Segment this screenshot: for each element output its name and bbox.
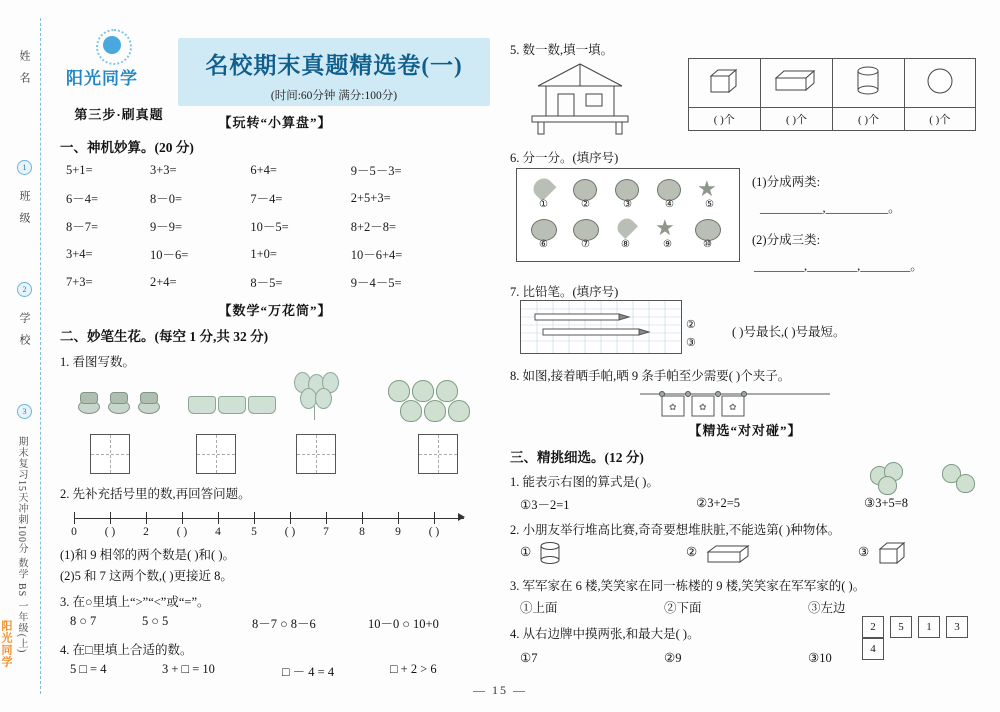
option-item[interactable]: ③左边 — [808, 601, 846, 615]
number-card[interactable]: 2 — [862, 616, 884, 638]
pencil-mark-3: ③ — [686, 337, 696, 349]
option-item[interactable]: ③3+5=8 — [864, 496, 909, 510]
balloon-figure — [315, 388, 332, 409]
number-card[interactable]: 3 — [946, 616, 968, 638]
brand-name: 阳光同学 — [66, 69, 138, 88]
spine-brand-vertical: 阳光同学 — [0, 620, 12, 668]
calc-cell: 2+4= — [150, 274, 177, 289]
apple-figure — [424, 400, 446, 422]
shape-cell-cuboid — [760, 59, 833, 108]
option-item[interactable]: ②9 — [664, 651, 682, 665]
cuboid-icon — [704, 542, 756, 571]
numline-label: 2 — [143, 526, 149, 538]
calc-cell: 10－5= — [250, 220, 289, 234]
spine-dot-2: 2 — [17, 282, 32, 297]
shape-cell-cylinder — [833, 59, 904, 108]
table-row — [66, 212, 486, 240]
section-3-heading: 三、精挑细选。(12 分) — [510, 450, 644, 465]
calc-cell: 3+4= — [66, 246, 93, 261]
answer-grid-box[interactable] — [418, 434, 458, 474]
calc-cell: 8－0= — [150, 192, 183, 206]
calc-cell: 3+3= — [150, 162, 177, 177]
pencil-grid-figure — [520, 300, 682, 354]
option-item[interactable]: ③ — [858, 545, 870, 559]
count-cell[interactable]: ( )个 — [760, 108, 833, 131]
question-8-text: 8. 如图,接着晒手帕,晒 9 条手帕至少需要( )个夹子。 — [510, 369, 791, 383]
calc-cell: 6－4= — [66, 192, 99, 206]
svg-text:✿: ✿ — [669, 402, 677, 412]
option-item[interactable]: ②3+2=5 — [696, 496, 741, 510]
question-2-1-text: (1)和 9 相邻的两个数是( )和( )。 — [60, 548, 235, 562]
page-title: 名校期末真题精选卷(一) — [205, 53, 463, 78]
question-4-text: 4. 在□里填上合适的数。 — [60, 643, 193, 657]
choice-3-text: 3. 军军家在 6 楼,笑笑家在同一栋楼的 9 楼,笑笑家在军军家的( )。 — [510, 579, 866, 593]
calc-table — [66, 156, 486, 296]
spine-dot-1: 1 — [17, 160, 32, 175]
option-item[interactable]: ②下面 — [664, 601, 702, 615]
apple-figure — [388, 380, 410, 402]
spine-dot-3: 3 — [17, 404, 32, 419]
item-number: ⑩ — [703, 239, 712, 250]
calc-cell: 9－9= — [150, 220, 183, 234]
compare-item[interactable]: 5 ○ 5 — [142, 614, 169, 628]
heart-shape — [614, 215, 638, 239]
shape-cell-cube — [689, 59, 761, 108]
fill-box-item[interactable]: □ + 2 > 6 — [390, 662, 437, 676]
button-plain — [531, 219, 557, 241]
title-banner — [178, 38, 490, 106]
fold-dashed-line — [40, 18, 41, 694]
question-2-2-text: (2)5 和 7 这两个数,( )更接近 8。 — [60, 569, 233, 583]
table-row — [66, 240, 486, 268]
question-5-text: 5. 数一数,填一填。 — [510, 43, 614, 57]
numline-label: 8 — [359, 526, 365, 538]
top-figure — [80, 392, 98, 404]
spine-series-note: 期末复习15天冲刺100分 数学 BS 一年级(上) — [16, 436, 27, 654]
item-number: ④ — [665, 199, 674, 210]
spine-label-school: 学 校 — [18, 312, 30, 349]
cake-figure — [248, 396, 276, 414]
button-2holes — [573, 179, 597, 201]
numline-label: 9 — [395, 526, 401, 538]
question-6-text: 6. 分一分。(填序号) — [510, 151, 619, 165]
item-number: ⑥ — [539, 239, 548, 250]
choice-2-options — [520, 540, 980, 566]
question-2-text: 2. 先补充括号里的数,再回答问题。 — [60, 487, 251, 501]
banner-choice: 【精选“对对碰”】 — [688, 423, 802, 438]
banner-kaleidoscope: 【数学“万花筒”】 — [218, 303, 332, 318]
button-plain — [615, 179, 639, 201]
button-4holes — [657, 179, 681, 201]
calc-cell: 6+4= — [250, 162, 277, 177]
spine-label-name: 姓 名 — [18, 50, 30, 87]
star-shape: ★ — [697, 176, 717, 201]
item-number: ⑦ — [581, 239, 590, 250]
shapes-count-table — [688, 58, 976, 131]
section-1-heading: 一、神机妙算。(20 分) — [60, 140, 194, 155]
button-2holes — [695, 219, 721, 241]
spine-label-class: 班 级 — [18, 190, 30, 227]
question-1-text: 1. 看图写数。 — [60, 355, 136, 369]
svg-text:✿: ✿ — [729, 402, 737, 412]
table-row — [689, 59, 976, 108]
banner-calc: 【玩转“小算盘”】 — [218, 115, 332, 130]
calc-cell: 8+2－8= — [350, 220, 397, 234]
item-number: ⑨ — [663, 239, 672, 250]
compare-item[interactable]: 10－0 ○ 10+0 — [368, 617, 439, 631]
table-row — [689, 108, 976, 131]
calc-cell: 8－5= — [250, 276, 283, 290]
brand-block — [60, 38, 178, 122]
button-4holes — [573, 219, 599, 241]
number-line — [71, 504, 464, 542]
step-badge: 第三步·刷真题 — [74, 107, 164, 122]
choice-4-text: 4. 从右边牌中摸两张,和最大是( )。 — [510, 627, 700, 641]
shape-cell-sphere — [904, 59, 975, 108]
count-cell[interactable]: ( )个 — [833, 108, 904, 131]
fill-box-item[interactable]: □ － 4 = 4 — [282, 665, 335, 679]
option-item[interactable]: ② — [686, 545, 698, 559]
calc-cell: 5+1= — [66, 162, 93, 177]
svg-text:✿: ✿ — [699, 402, 707, 412]
star-shape: ★ — [655, 215, 675, 240]
calc-cell: 1+0= — [250, 246, 277, 261]
option-item[interactable]: ① — [520, 545, 532, 559]
item-number: ③ — [623, 199, 632, 210]
apple-figure — [956, 474, 975, 493]
question-7-text: 7. 比铅笔。(填序号) — [510, 285, 619, 299]
cube-icon — [876, 540, 910, 571]
question-6-1-text: (1)分成两类: — [752, 175, 821, 189]
number-card[interactable]: 5 — [890, 616, 912, 638]
numline-label: ( ) — [428, 526, 440, 538]
choice-2-text: 2. 小朋友举行堆高比赛,奇奇要想堆肤脏,不能选第( )种物体。 — [510, 523, 841, 537]
section-2-heading: 二、妙笔生花。(每空 1 分,共 32 分) — [60, 329, 269, 344]
numline-label: 4 — [215, 526, 221, 538]
question-6-2-blank[interactable]: ________,________,________。 — [754, 259, 923, 273]
count-cell[interactable]: ( )个 — [904, 108, 975, 131]
calc-cell: 7－4= — [250, 192, 283, 206]
option-item[interactable]: ①7 — [520, 651, 538, 665]
item-number: ⑤ — [705, 199, 714, 210]
answer-grid-box[interactable] — [196, 434, 236, 474]
calc-cell: 2+5+3= — [350, 190, 391, 205]
calc-cell: 10－6= — [150, 248, 189, 262]
fill-box-item[interactable]: 5 □ = 4 — [70, 662, 107, 676]
numline-label: ( ) — [104, 526, 116, 538]
numline-label: 5 — [251, 526, 257, 538]
compare-item[interactable]: 8 ○ 7 — [70, 614, 97, 628]
top-figure — [140, 392, 158, 404]
apple-figure — [448, 400, 470, 422]
item-number: ① — [539, 199, 548, 210]
calc-cell: 10－6+4= — [350, 248, 403, 262]
calc-cell: 8－7= — [66, 220, 99, 234]
table-row — [66, 184, 486, 212]
top-figure — [110, 392, 128, 404]
apple-figure — [412, 380, 434, 402]
numline-label: 0 — [71, 526, 77, 538]
picture-row — [68, 372, 488, 430]
numline-label: 7 — [323, 526, 329, 538]
cake-figure — [218, 396, 246, 414]
question-6-2-text: (2)分成三类: — [752, 233, 821, 247]
balloon-strings — [314, 406, 315, 420]
count-cell[interactable]: ( )个 — [689, 108, 761, 131]
apple-figure — [878, 476, 897, 495]
house-figure — [518, 58, 678, 136]
choice-1-text: 1. 能表示右图的算式是( )。 — [510, 475, 659, 489]
item-number: ⑧ — [621, 239, 630, 250]
page-header — [60, 38, 490, 122]
fill-box-item[interactable]: 3 + □ = 10 — [162, 662, 215, 676]
number-card[interactable]: 4 — [862, 638, 884, 660]
pencil-mark-2: ② — [686, 319, 696, 331]
question-6-1-blank[interactable]: __________,__________。 — [760, 201, 901, 215]
choice-1-figure — [870, 462, 980, 492]
question-7-answer-text[interactable]: ( )号最长,( )号最短。 — [732, 325, 846, 339]
apple-figure — [400, 400, 422, 422]
table-row — [66, 156, 486, 184]
calc-cell: 7+3= — [66, 274, 93, 289]
option-item[interactable]: ①3－2=1 — [520, 498, 570, 512]
calc-cell: 9－4－5= — [350, 276, 402, 290]
compare-item[interactable]: 8－7 ○ 8－6 — [252, 617, 316, 631]
answer-grid-box[interactable] — [296, 434, 336, 474]
option-item[interactable]: ①上面 — [520, 601, 558, 615]
cylinder-icon — [536, 540, 564, 571]
number-cards — [862, 616, 980, 660]
page-number: — 15 — — [473, 683, 527, 697]
calc-cell: 9－5－3= — [350, 164, 402, 178]
item-number: ② — [581, 199, 590, 210]
apple-figure — [436, 380, 458, 402]
option-item[interactable]: ③10 — [808, 651, 832, 665]
numline-label: ( ) — [176, 526, 188, 538]
classify-figure-box — [516, 168, 740, 262]
numline-label: ( ) — [284, 526, 296, 538]
table-row — [66, 268, 486, 296]
number-card[interactable]: 1 — [918, 616, 940, 638]
heart-shape — [530, 175, 557, 202]
question-3-text: 3. 在○里填上“>”“<”或“=”。 — [60, 595, 210, 609]
answer-grid-box[interactable] — [90, 434, 130, 474]
page-subtitle: (时间:60分钟 满分:100分) — [270, 90, 398, 102]
cake-figure — [188, 396, 216, 414]
clothesline-figure — [640, 388, 830, 422]
